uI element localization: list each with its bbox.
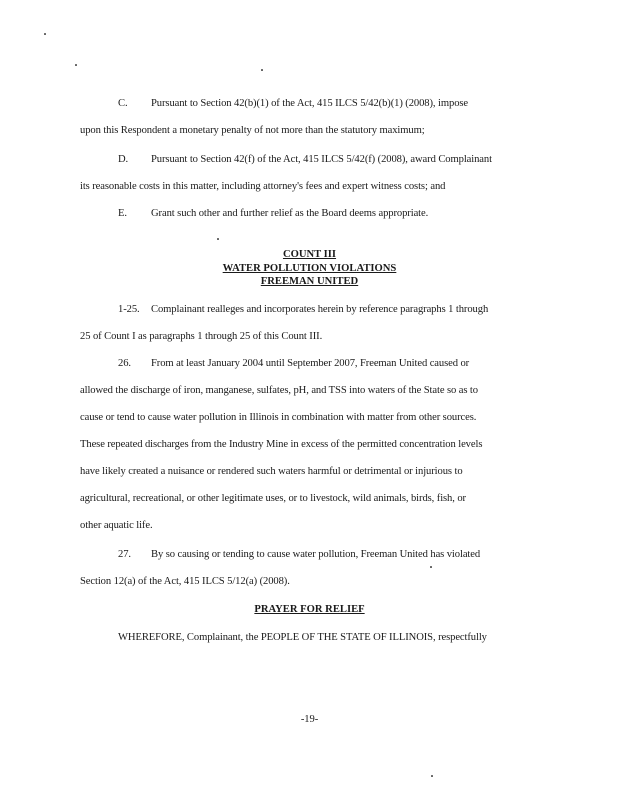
scan-speck xyxy=(217,238,219,240)
item-e-text-line1: Grant such other and further relief as the Board deems appropriate. xyxy=(151,208,429,219)
paragraph-26-line2: allowed the discharge of iron, manganese, sulfates, pH, and TSS into waters of the State so as to xyxy=(80,385,478,396)
paragraph-26-number: 26. xyxy=(118,358,131,369)
scan-speck xyxy=(75,64,77,66)
paragraph-26-line6: agricultural, recreational, or other legitimate uses, or to livestock, wild animals, birds, fish, or xyxy=(80,493,466,504)
paragraph-26-line5: have likely created a nuisance or rendered such waters harmful or detrimental or injurious to xyxy=(80,466,463,477)
scan-speck xyxy=(431,775,433,777)
paragraph-27-line2: Section 12(a) of the Act, 415 ILCS 5/12(a) (2008). xyxy=(80,576,290,587)
scan-speck xyxy=(430,566,432,568)
scan-speck xyxy=(44,33,46,35)
page-number: -19- xyxy=(300,714,319,725)
count-heading-line3: FREEMAN UNITED xyxy=(260,276,359,287)
paragraph-26-line4: These repeated discharges from the Industry Mine in excess of the permitted concentration levels xyxy=(80,439,483,450)
item-c-label: C. xyxy=(118,98,128,109)
item-c-text-line1: Pursuant to Section 42(b)(1) of the Act, 415 ILCS 5/42(b)(1) (2008), impose xyxy=(151,98,469,109)
count-heading-line2: WATER POLLUTION VIOLATIONS xyxy=(222,263,397,274)
wherefore-line: WHEREFORE, Complainant, the PEOPLE OF THE STATE OF ILLINOIS, respectfully xyxy=(118,632,487,643)
paragraph-27-number: 27. xyxy=(118,549,131,560)
scan-speck xyxy=(261,69,263,71)
item-d-text-line2: its reasonable costs in this matter, including attorney's fees and expert witness costs; and xyxy=(80,181,446,192)
paragraph-26-line1: From at least January 2004 until September 2007, Freeman United caused or xyxy=(151,358,470,369)
prayer-for-relief-heading: PRAYER FOR RELIEF xyxy=(254,604,365,615)
paragraph-27-line1: By so causing or tending to cause water pollution, Freeman United has violated xyxy=(151,549,481,560)
item-e-label: E. xyxy=(118,208,127,219)
paragraph-26-line7: other aquatic life. xyxy=(80,520,153,531)
item-d-label: D. xyxy=(118,154,129,165)
paragraph-26-line3: cause or tend to cause water pollution in Illinois in combination with matter from other sources. xyxy=(80,412,477,423)
paragraph-1-25-line1: Complainant realleges and incorporates herein by reference paragraphs 1 through xyxy=(151,304,489,315)
count-heading-line1: COUNT III xyxy=(282,249,337,260)
item-c-text-line2: upon this Respondent a monetary penalty of not more than the statutory maximum; xyxy=(80,125,425,136)
paragraph-1-25-line2: 25 of Count I as paragraphs 1 through 25 of this Count III. xyxy=(80,331,323,342)
paragraph-1-25-number: 1-25. xyxy=(118,304,140,315)
item-d-text-line1: Pursuant to Section 42(f) of the Act, 415 ILCS 5/42(f) (2008), award Complainant xyxy=(151,154,492,165)
